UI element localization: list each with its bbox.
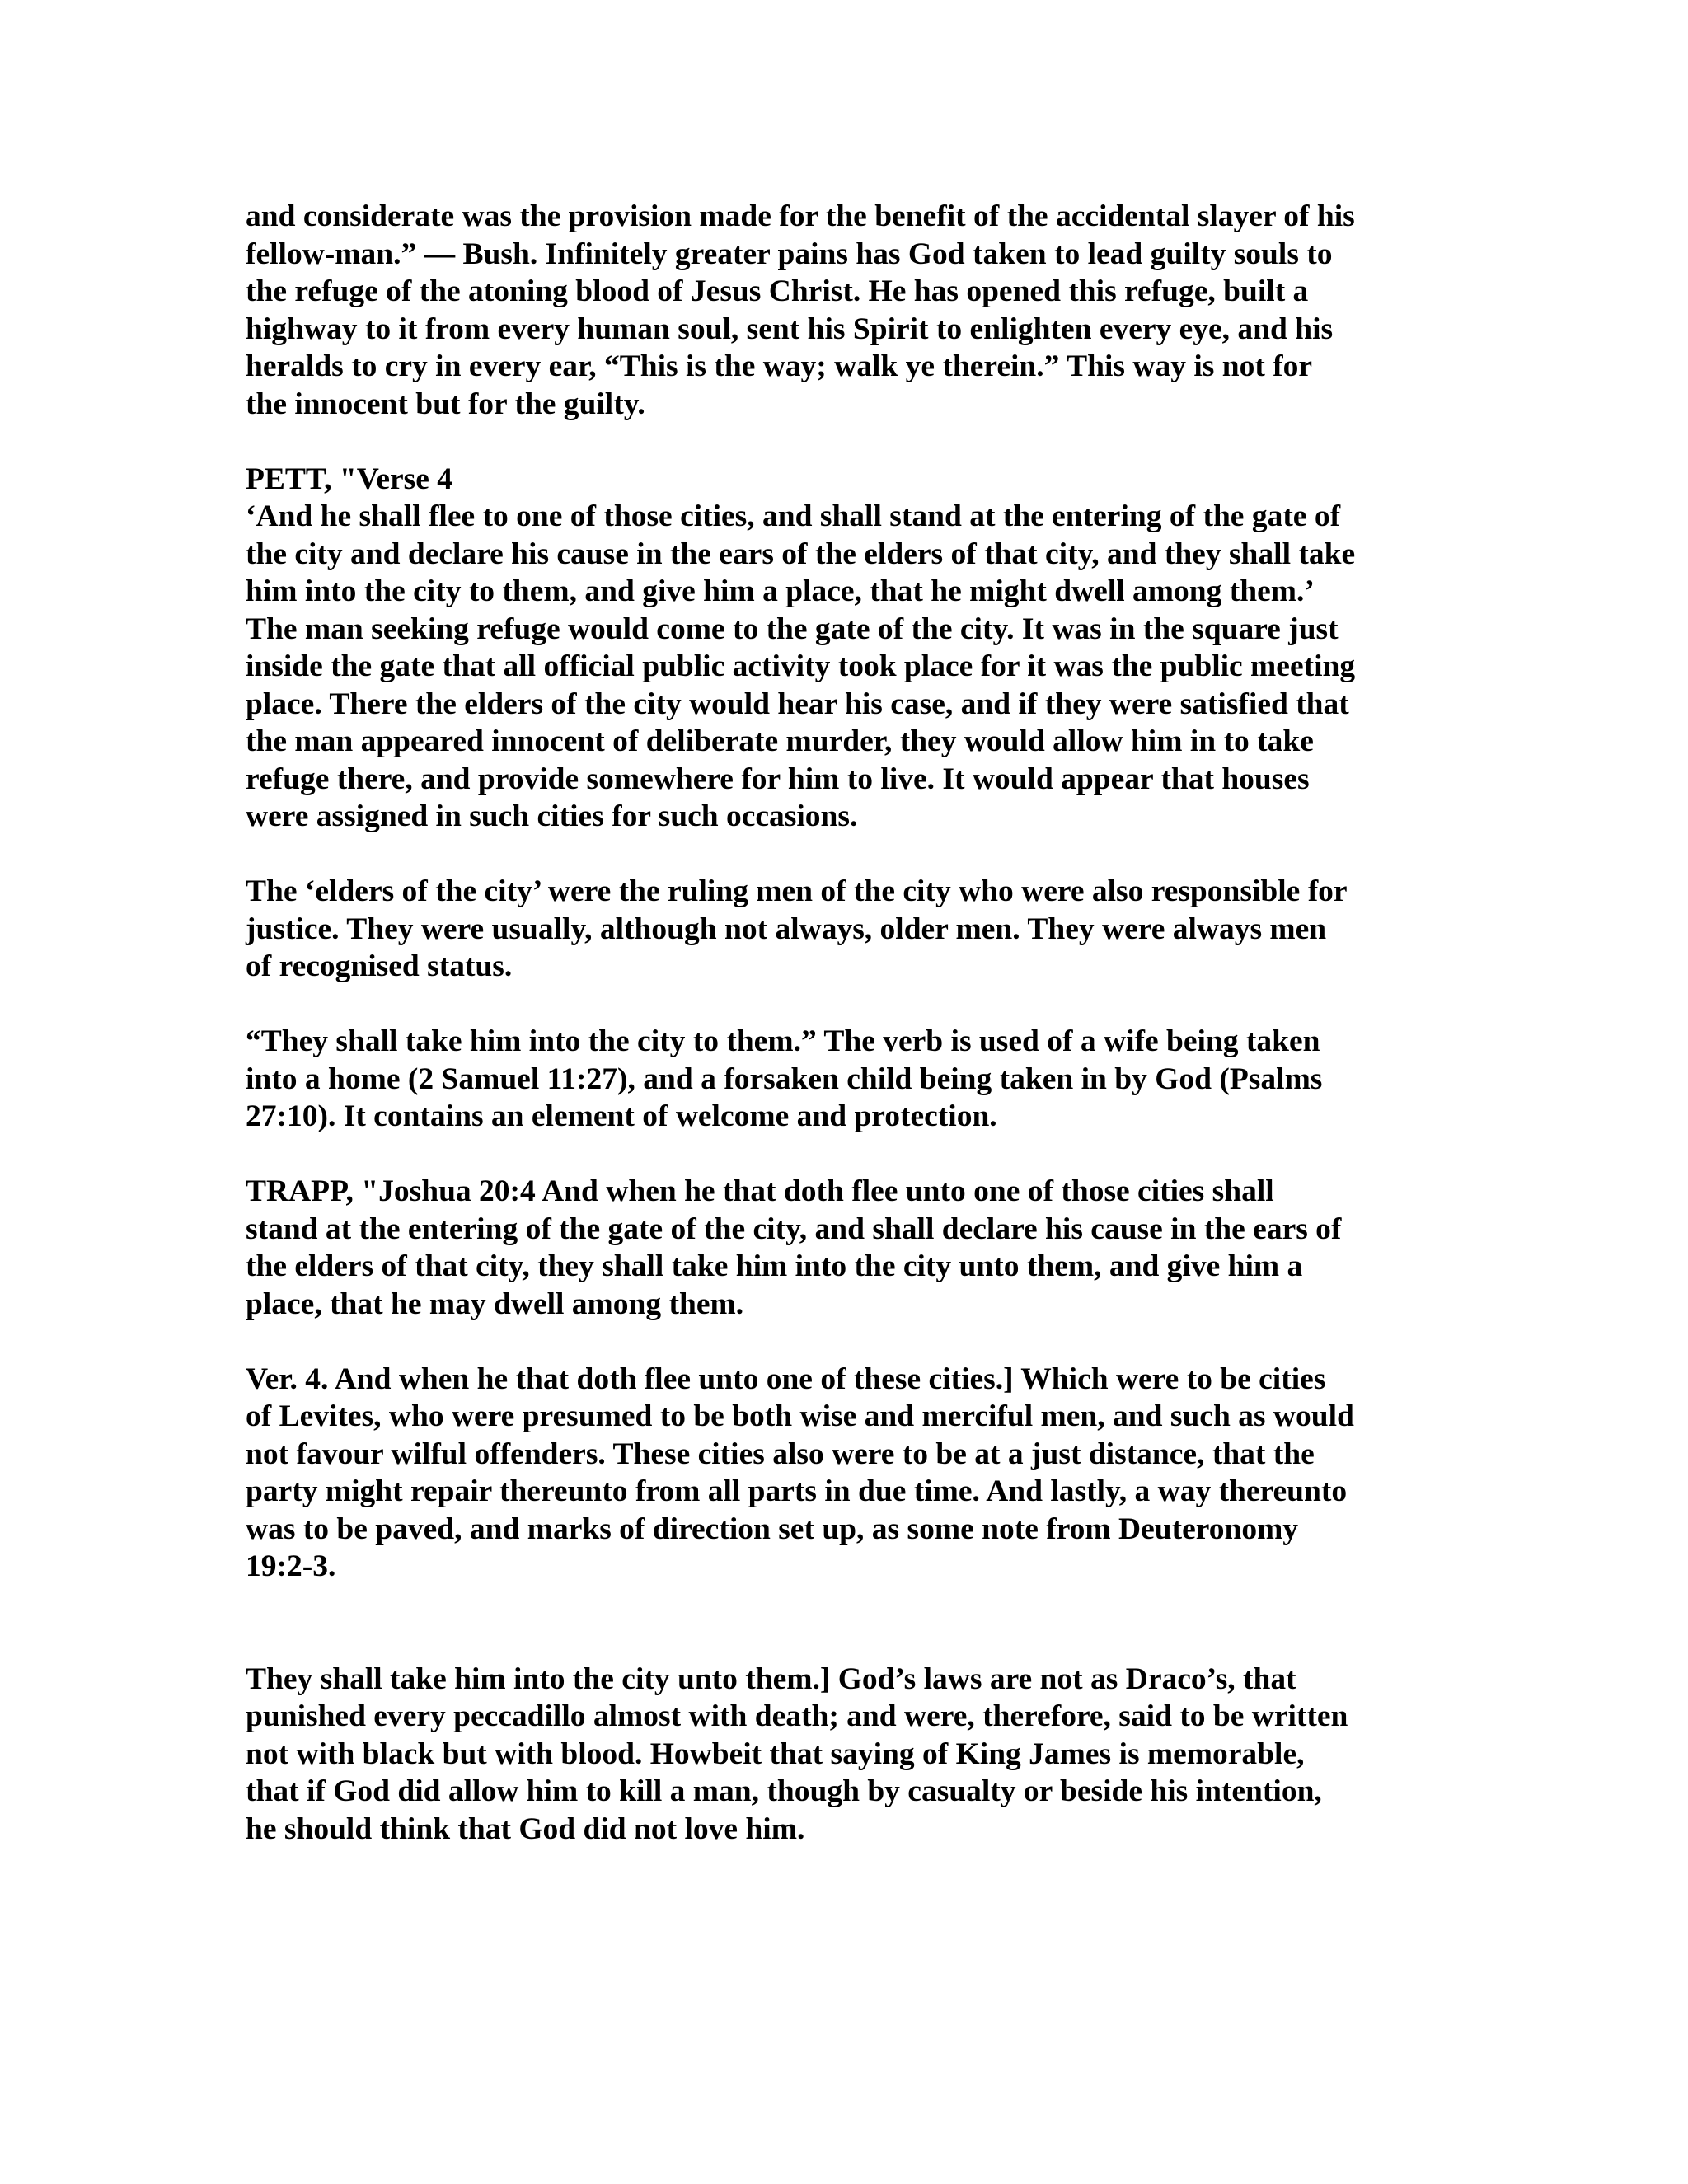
paragraph-spacer: [246, 1136, 1441, 1174]
text-line: 19:2-3.: [246, 1549, 336, 1583]
text-line: he should think that God did not love him.: [246, 1811, 805, 1846]
text-line: The man seeking refuge would come to the gate of the city. It was in the square just: [246, 612, 1339, 646]
text-line: the city and declare his cause in the ears of the elders of that city, and they shall take: [246, 537, 1356, 571]
text-line: inside the gate that all official public activity took place for it was the public meeting: [246, 649, 1356, 683]
text-line: of recognised status.: [246, 949, 513, 983]
text-line: heralds to cry in every ear, “This is the way; walk ye therein.” This way is not for: [246, 349, 1313, 383]
text-line: ‘And he shall flee to one of those cities, and shall stand at the entering of the gate of: [246, 499, 1341, 533]
text-line: party might repair thereunto from all parts in due time. And lastly, a way thereunto: [246, 1474, 1348, 1508]
text-line: Ver. 4. And when he that doth flee unto one of these cities.] Which were to be cities: [246, 1361, 1326, 1396]
text-line: the refuge of the atoning blood of Jesus Christ. He has opened this refuge, built a: [246, 274, 1309, 308]
paragraph-spacer: [246, 1323, 1441, 1361]
paragraph-take-him: [246, 1023, 1441, 1136]
text-line: justice. They were usually, although not always, older men. They were always men: [246, 912, 1327, 946]
text-line: were assigned in such cities for such occasions.: [246, 799, 858, 833]
paragraph-ver-4: [246, 1361, 1441, 1586]
text-line: refuge there, and provide somewhere for him to live. It would appear that houses: [246, 762, 1310, 796]
paragraph-spacer: [246, 423, 1441, 461]
text-line: “They shall take him into the city to them.” The verb is used of a wife being taken: [246, 1024, 1320, 1058]
document-body: [246, 198, 1441, 1848]
paragraph-elders: [246, 873, 1441, 986]
text-line: 27:10). It contains an element of welcome and protection.: [246, 1099, 997, 1133]
paragraph-pett-verse-4: [246, 461, 1441, 836]
text-line: not with black but with blood. Howbeit that saying of King James is memorable,: [246, 1736, 1305, 1771]
text-line: and considerate was the provision made for the benefit of the accidental slayer of his: [246, 199, 1355, 233]
text-line: The ‘elders of the city’ were the ruling men of the city who were also responsible for: [246, 874, 1348, 908]
text-line: that if God did allow him to kill a man, though by casualty or beside his intention,: [246, 1774, 1322, 1808]
paragraph-draco: [246, 1661, 1441, 1849]
text-line: the innocent but for the guilty.: [246, 387, 645, 421]
text-line: into a home (2 Samuel 11:27), and a forsaken child being taken in by God (Psalms: [246, 1062, 1323, 1096]
text-line: punished every peccadillo almost with death; and were, therefore, said to be written: [246, 1699, 1348, 1733]
text-line: not favour wilful offenders. These cities also were to be at a just distance, that the: [246, 1436, 1315, 1471]
section-heading-pett: PETT, "Verse 4: [246, 462, 453, 496]
text-line: stand at the entering of the gate of the city, and shall declare his cause in the ears of: [246, 1212, 1342, 1246]
text-line: place, that he may dwell among them.: [246, 1286, 744, 1321]
text-line: the man appeared innocent of deliberate murder, they would allow him in to take: [246, 724, 1314, 758]
text-line: fellow-man.” — Bush. Infinitely greater pains has God taken to lead guilty souls to: [246, 237, 1333, 271]
text-line: was to be paved, and marks of direction set up, as some note from Deuteronomy: [246, 1511, 1299, 1546]
paragraph-bush-commentary: [246, 198, 1441, 423]
text-line: They shall take him into the city unto them.] God’s laws are not as Draco’s, that: [246, 1661, 1296, 1696]
section-heading-trapp: TRAPP, "Joshua 20:4 And when he that doth flee unto one of those cities shall: [246, 1174, 1274, 1208]
text-line: the elders of that city, they shall take him into the city unto them, and give him a: [246, 1249, 1303, 1283]
text-line: him into the city to them, and give him a place, that he might dwell among them.’: [246, 574, 1315, 608]
paragraph-spacer: [246, 836, 1441, 874]
text-line: place. There the elders of the city would hear his case, and if they were satisfied that: [246, 687, 1349, 721]
paragraph-spacer: [246, 986, 1441, 1024]
paragraph-spacer: [246, 1586, 1441, 1661]
paragraph-trapp: [246, 1173, 1441, 1323]
text-line: of Levites, who were presumed to be both wise and merciful men, and such as would: [246, 1399, 1354, 1433]
text-line: highway to it from every human soul, sent his Spirit to enlighten every eye, and his: [246, 312, 1334, 346]
